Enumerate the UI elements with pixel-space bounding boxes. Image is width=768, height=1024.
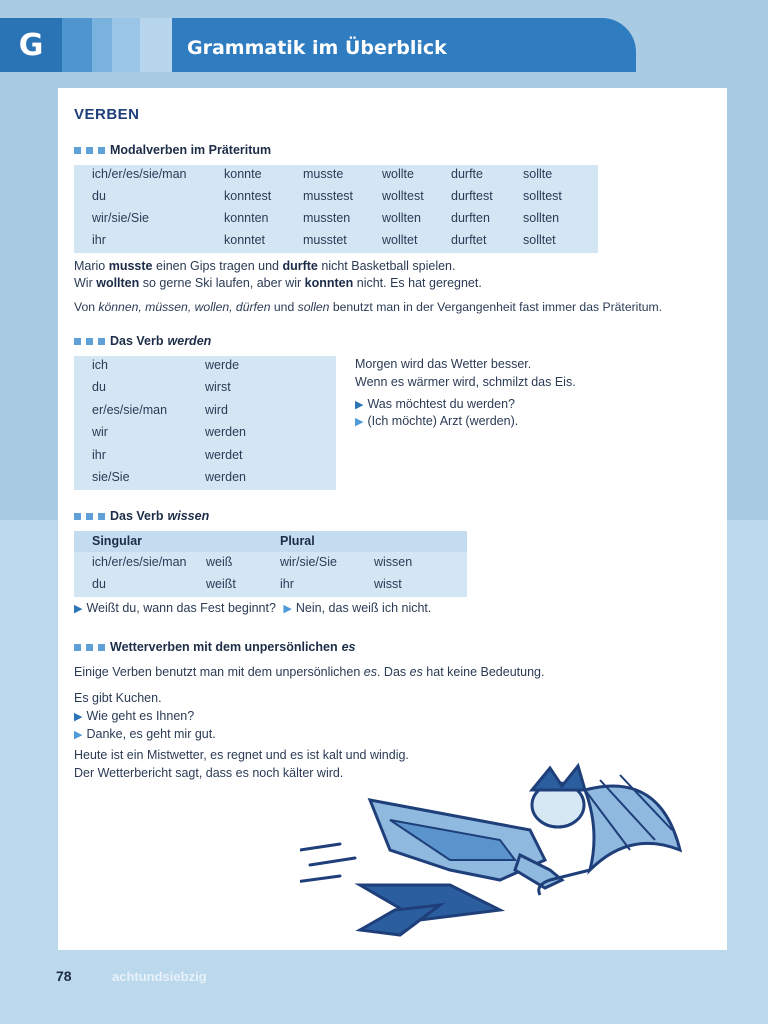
table-cell: ihr	[92, 448, 106, 462]
play-arrow-icon: ▶	[74, 729, 83, 741]
table-cell: ihr	[280, 577, 294, 591]
table-cell: ihr	[92, 233, 106, 247]
table-cell: du	[92, 189, 106, 203]
modal-rule: Von können, müssen, wollen, dürfen und sollen benutzt man in der Vergangenheit fast immer das Präteritum.	[74, 300, 663, 314]
werden-section-title: Das Verb werden	[74, 334, 211, 348]
table-cell: wollten	[382, 211, 421, 225]
wissen-dialog: ▶ Weißt du, wann das Fest beginnt? ▶ Nein, das weiß ich nicht.	[74, 601, 432, 615]
table-cell: musstet	[303, 233, 347, 247]
play-arrow-icon: ▶	[355, 416, 364, 428]
header-color-blocks	[62, 18, 172, 72]
table-cell: sollte	[523, 167, 553, 181]
wetter-line-4: Heute ist ein Mistwetter, es regnet und es ist kalt und windig.	[74, 748, 409, 762]
modal-section-title: Modalverben im Präteritum	[74, 143, 271, 157]
page-number-word: achtundsiebzig	[112, 969, 207, 984]
wissen-table	[74, 531, 467, 597]
table-cell: er/es/sie/man	[92, 403, 168, 417]
play-arrow-icon: ▶	[74, 711, 83, 723]
table-cell: konnten	[224, 211, 269, 225]
table-cell: durfte	[451, 167, 483, 181]
werden-example-2: Wenn es wärmer wird, schmilzt das Eis.	[355, 375, 576, 389]
table-cell: sollten	[523, 211, 560, 225]
wetter-line-5: Der Wetterbericht sagt, dass es noch kälter wird.	[74, 766, 344, 780]
wind-streak-icon	[300, 844, 340, 850]
table-cell: wir/sie/Sie	[92, 211, 149, 225]
table-cell: du	[92, 577, 106, 591]
table-cell: ich/er/es/sie/man	[92, 167, 187, 181]
werden-question: ▶ Was möchtest du werden?	[355, 397, 515, 411]
werden-example-1: Morgen wird das Wetter besser.	[355, 357, 532, 371]
page-title: Grammatik im Überblick	[172, 18, 636, 72]
table-cell: solltest	[523, 189, 562, 203]
table-cell: wirst	[205, 380, 231, 394]
table-cell: durftet	[451, 233, 487, 247]
table-cell: wissen	[374, 555, 413, 569]
table-cell: weißt	[206, 577, 236, 591]
play-arrow-icon: ▶	[355, 399, 364, 411]
table-cell: ich/er/es/sie/man	[92, 555, 187, 569]
page-number: 78	[56, 968, 72, 984]
wetter-line-1: Es gibt Kuchen.	[74, 691, 162, 705]
chapter-badge: G	[0, 18, 62, 72]
wetter-line-2: ▶ Wie geht es Ihnen?	[74, 709, 195, 723]
table-cell: wollte	[382, 167, 414, 181]
table-cell: konntest	[224, 189, 272, 203]
table-cell: durftest	[451, 189, 493, 203]
table-cell: weiß	[206, 555, 233, 569]
table-cell: wolltest	[382, 189, 424, 203]
windy-umbrella-illustration	[300, 760, 700, 940]
table-cell: wir	[92, 425, 108, 439]
modal-table	[74, 165, 598, 253]
table-cell: durften	[451, 211, 490, 225]
modal-example-2: Wir wollten so gerne Ski laufen, aber wir konnten nicht. Es hat geregnet.	[74, 276, 482, 290]
table-cell: werden	[205, 470, 246, 484]
table-cell: konntet	[224, 233, 266, 247]
table-cell: wolltet	[382, 233, 418, 247]
play-arrow-icon: ▶	[283, 603, 292, 615]
wetter-line-3: ▶ Danke, es geht mir gut.	[74, 727, 216, 741]
table-header-row	[74, 531, 467, 552]
table-cell: musstest	[303, 189, 354, 203]
column-header: Singular	[92, 534, 143, 548]
table-cell: werden	[205, 425, 246, 439]
wind-streak-icon	[310, 858, 355, 865]
table-cell: mussten	[303, 211, 351, 225]
modal-example-1: Mario musste einen Gips tragen und durfte nicht Basketball spielen.	[74, 259, 456, 273]
table-cell: wisst	[374, 577, 402, 591]
table-cell: wir/sie/Sie	[280, 555, 337, 569]
werden-answer: ▶ (Ich möchte) Arzt (werden).	[355, 414, 519, 428]
table-cell: sie/Sie	[92, 470, 130, 484]
table-cell: du	[92, 380, 106, 394]
table-cell: werdet	[205, 448, 243, 462]
table-cell: werde	[205, 358, 240, 372]
section-heading: VERBEN	[74, 106, 140, 123]
table-cell: konnte	[224, 167, 262, 181]
play-arrow-icon: ▶	[74, 603, 83, 615]
table-cell: ich	[92, 358, 108, 372]
wind-streak-icon	[300, 876, 340, 882]
wetter-section-title: Wetterverben mit dem unpersönlichen es	[74, 640, 356, 654]
table-cell: musste	[303, 167, 344, 181]
wissen-section-title: Das Verb wissen	[74, 509, 209, 523]
werden-table	[74, 356, 336, 490]
column-header: Plural	[280, 534, 315, 548]
wetter-intro: Einige Verben benutzt man mit dem unpersönlichen es. Das es hat keine Bedeutung.	[74, 665, 545, 679]
umbrella-icon	[585, 786, 680, 870]
table-cell: wird	[205, 403, 228, 417]
table-cell: solltet	[523, 233, 556, 247]
